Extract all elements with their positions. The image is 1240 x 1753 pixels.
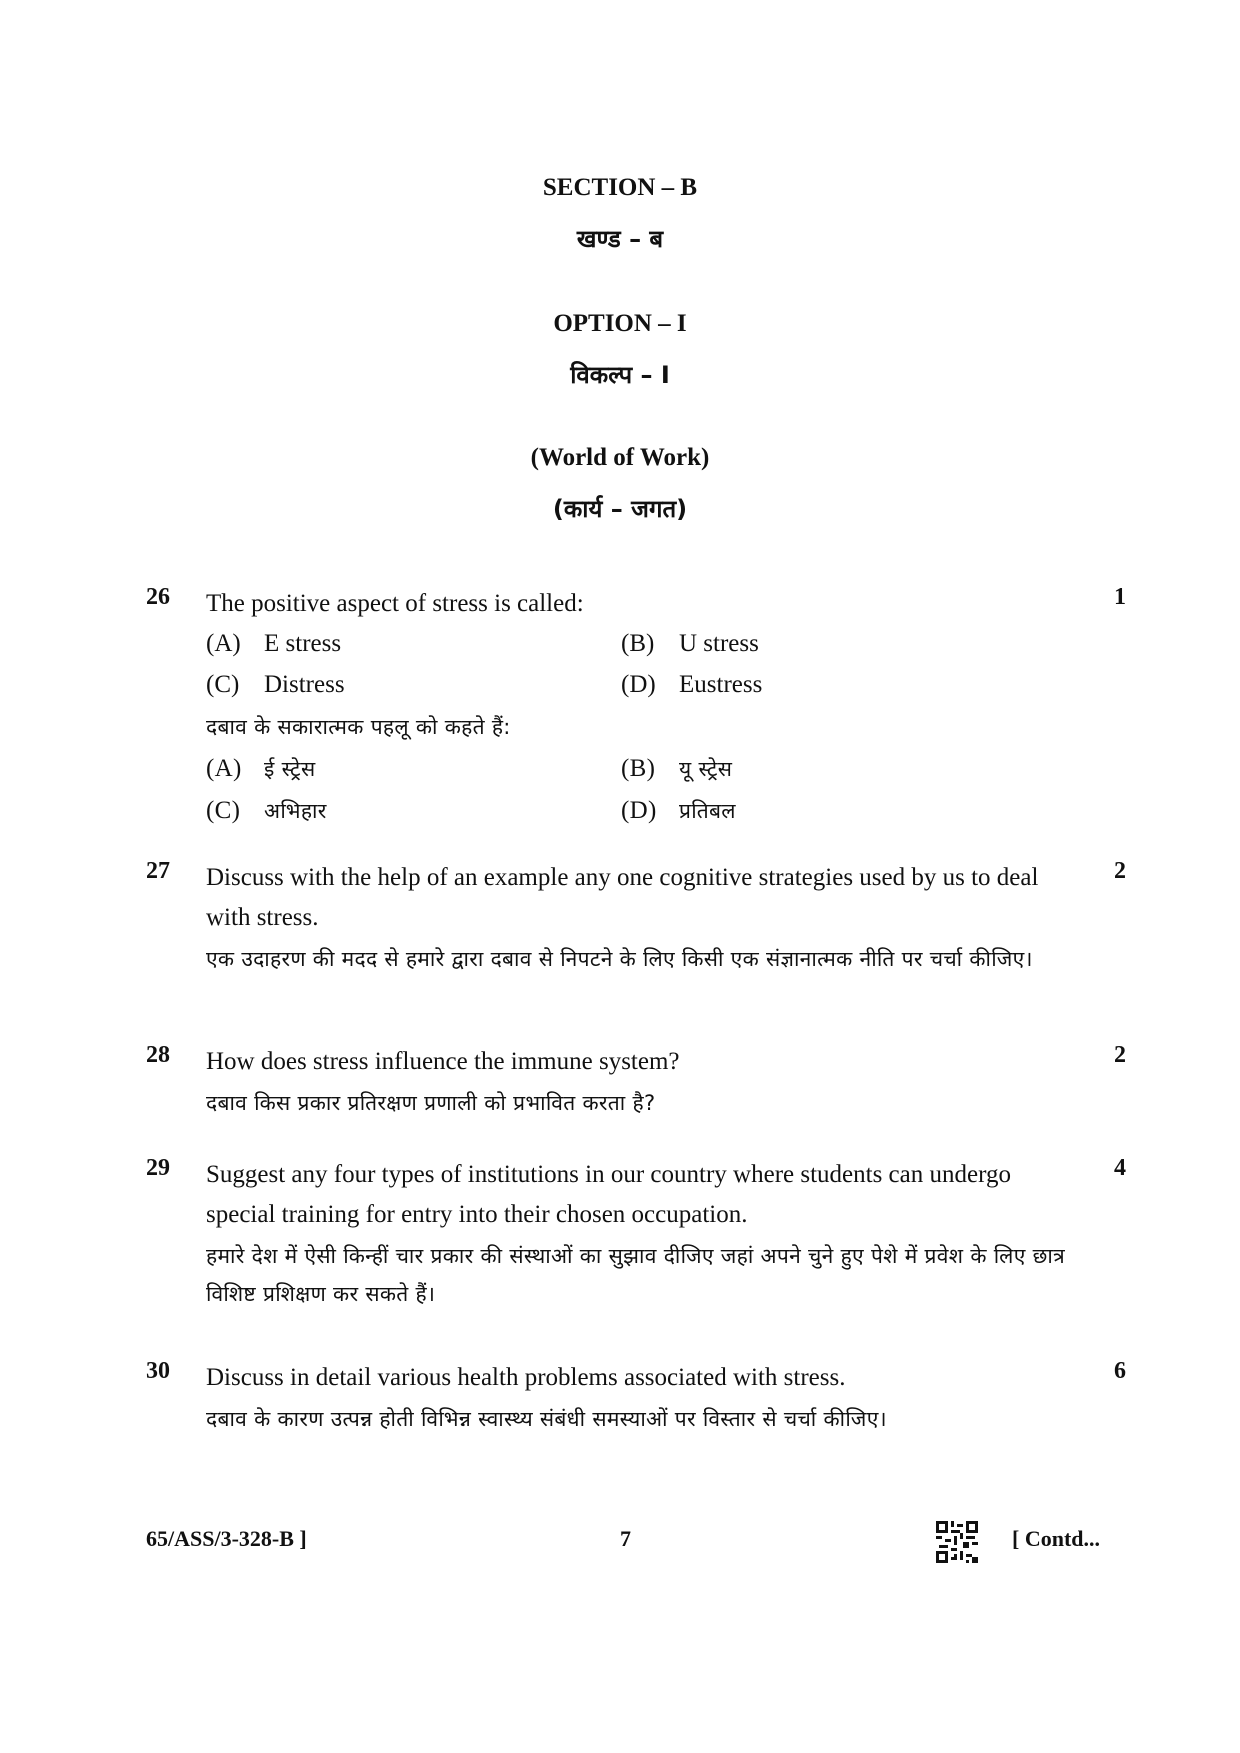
question-marks: 2	[1114, 1042, 1126, 1068]
question-marks: 6	[1114, 1358, 1126, 1384]
option-c-hindi: (C) अभिहार	[206, 797, 327, 824]
question-text-hindi: हमारे देश में ऐसी किन्हीं चार प्रकार की संस्थाओं का सुझाव दीजिए जहां अपने चुने हुए पेशे में प्रवेश के लिए छात्र विशिष्ट प्रशिक्षण कर सकते हैं।	[206, 1244, 1065, 1306]
paper-code: 65/ASS/3-328-B ]	[146, 1526, 307, 1551]
section-heading: SECTION – B	[542, 174, 698, 201]
continued-label: [ Contd...	[1012, 1526, 1101, 1551]
question-text: How does stress influence the immune system?	[206, 1048, 680, 1075]
option-d-hindi: (D) प्रतिबल	[621, 797, 736, 824]
question-text: Discuss in detail various health problems associated with stress.	[206, 1364, 846, 1391]
qr-code-icon	[936, 1521, 978, 1563]
question-number: 26	[146, 584, 170, 610]
topic-heading-hindi: (कार्य – जगत)	[552, 495, 688, 523]
question-text-hindi: दबाव के कारण उत्पन्न होती विभिन्न स्वास्थ्य संबंधी समस्याओं पर विस्तार से चर्चा कीजिए।	[206, 1407, 887, 1431]
page-number: 7	[620, 1526, 631, 1551]
question-text: Suggest any four types of institutions in our country where students can undergo special training for entry into their chosen occupation.	[206, 1161, 1011, 1228]
question-marks: 2	[1114, 858, 1126, 884]
question-text: The positive aspect of stress is called:	[206, 590, 584, 617]
topic-heading: (World of Work)	[530, 444, 710, 471]
option-b: (B) U stress	[621, 630, 759, 657]
option-c: (C) Distress	[206, 671, 345, 698]
option-heading-hindi: विकल्प – I	[570, 361, 670, 389]
option-a: (A) E stress	[206, 630, 342, 657]
question-marks: 4	[1114, 1155, 1126, 1181]
option-b-hindi: (B) यू स्ट्रेस	[621, 755, 733, 782]
question-marks: 1	[1114, 584, 1126, 610]
option-heading: OPTION – I	[553, 310, 687, 337]
question-text-hindi: एक उदाहरण की मदद से हमारे द्वारा दबाव से निपटने के लिए किसी एक संज्ञानात्मक नीति पर चर्चा कीजिए।	[206, 947, 1033, 971]
question-text-hindi: दबाव के सकारात्मक पहलू को कहते हैं:	[206, 715, 511, 739]
option-d: (D) Eustress	[621, 671, 763, 698]
section-heading-hindi: खण्ड – ब	[576, 225, 664, 253]
question-number: 30	[146, 1358, 170, 1384]
question-text-hindi: दबाव किस प्रकार प्रतिरक्षण प्रणाली को प्रभावित करता है?	[206, 1091, 656, 1115]
option-a-hindi: (A) ई स्ट्रेस	[206, 755, 316, 782]
question-number: 28	[146, 1042, 170, 1068]
options-hindi	[206, 750, 1070, 834]
options-english	[206, 624, 1070, 706]
question-number: 27	[146, 858, 170, 884]
question-text: Discuss with the help of an example any one cognitive strategies used by us to deal with stress.	[206, 864, 1039, 931]
question-number: 29	[146, 1155, 170, 1181]
